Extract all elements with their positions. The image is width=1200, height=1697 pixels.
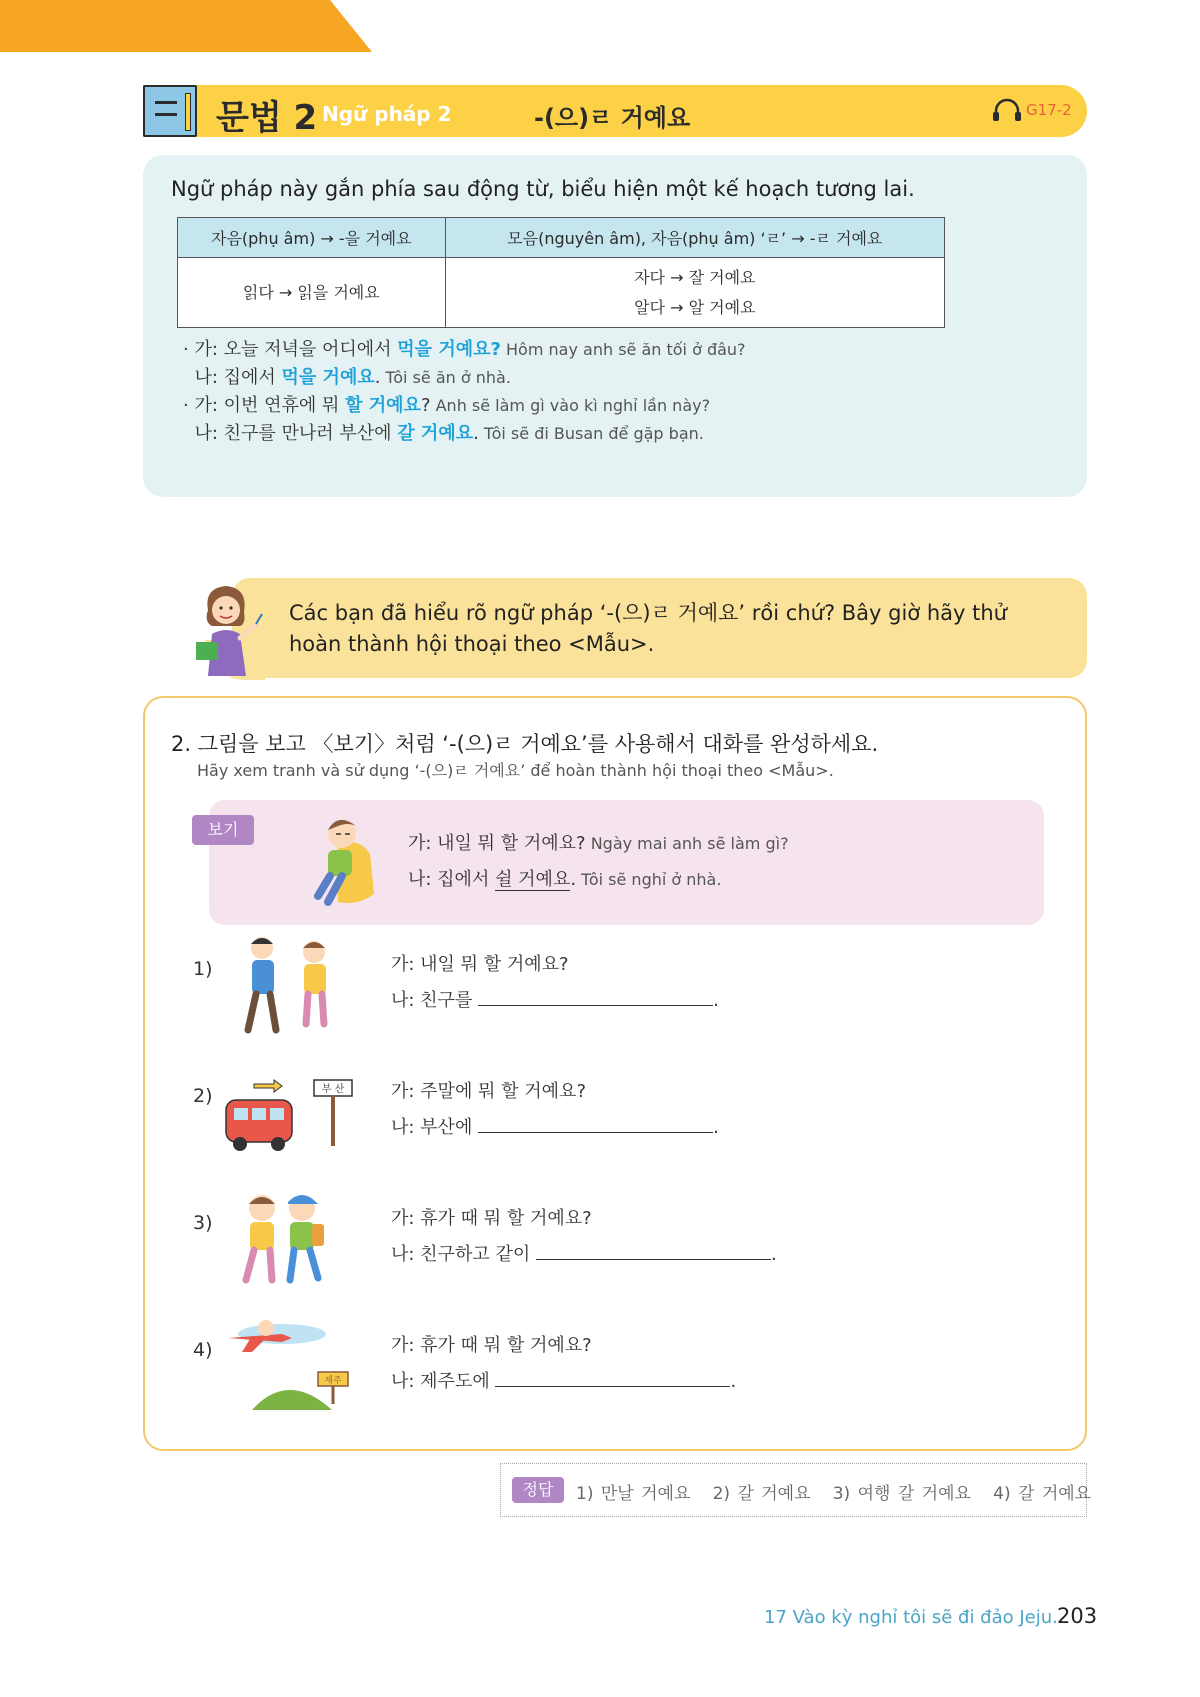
- teacher-illustration: [190, 580, 270, 680]
- answer-key-tag: 정답: [512, 1477, 564, 1503]
- table-cell-vowel: [445, 258, 944, 328]
- item-answer-line: 나: 친구하고 같이 .: [391, 1244, 777, 1265]
- item-number: 3): [193, 1212, 213, 1234]
- item-number: 1): [193, 958, 213, 980]
- example-sentence: 나: 집에서 먹을 거예요. Tôi sẽ ăn ở nhà.: [183, 367, 511, 388]
- item-question: 가: 휴가 때 뭐 할 거예요?: [391, 1208, 592, 1229]
- example-question: 가: 내일 뭐 할 거예요? Ngày mai anh sẽ làm gì?: [408, 833, 789, 854]
- item-question: 가: 휴가 때 뭐 할 거예요?: [391, 1335, 592, 1356]
- example-sentence: 나: 친구를 만나러 부산에 갈 거예요. Tôi sẽ đi Busan để gặp bạn.: [183, 423, 704, 444]
- item-number: 2): [193, 1085, 213, 1107]
- grammar-pattern: -(으)ㄹ 거예요: [534, 104, 691, 132]
- table-header-consonant: 자음(phụ âm) → -을 거예요: [178, 218, 446, 258]
- table-header-vowel: 모음(nguyên âm), 자음(phụ âm) ‘ㄹ’ → -ㄹ 거예요: [445, 218, 944, 258]
- exercise-title: 2. 그림을 보고 〈보기〉처럼 ‘-(으)ㄹ 거예요’를 사용해서 대화를 완성하세요.: [171, 732, 879, 756]
- example-answer: 나: 집에서 쉴 거예요. Tôi sẽ nghỉ ở nhà.: [408, 869, 722, 890]
- audio-track-code[interactable]: G17-2: [1026, 101, 1072, 119]
- book-icon: [143, 85, 197, 137]
- item-answer-line: 나: 친구를 .: [391, 990, 719, 1011]
- speech-bubble-text: Các bạn đã hiểu rõ ngữ pháp ‘-(으)ㄹ 거예요’ rồi chứ? Bây giờ hãy thử hoàn thành hội thoại theo <Mẫu>.: [289, 601, 1007, 656]
- friends-traveling-illustration: [232, 1186, 332, 1286]
- svg-text:제주: 제주: [324, 1376, 342, 1386]
- page-number: 203: [1057, 1604, 1098, 1628]
- answer-blank[interactable]: [478, 1115, 713, 1133]
- section-subtitle: Ngữ pháp 2: [322, 102, 452, 126]
- item-number: 4): [193, 1339, 213, 1361]
- answer-blank[interactable]: [478, 988, 713, 1006]
- example-sentence: · 가: 이번 연휴에 뭐 할 거예요? Anh sẽ làm gì vào kì nghỉ lần này?: [183, 395, 711, 416]
- item-answer-line: 나: 부산에 .: [391, 1117, 719, 1138]
- resting-man-illustration: [298, 806, 384, 910]
- svg-text:부 산: 부 산: [321, 1084, 345, 1095]
- exercise-subtitle: Hãy xem tranh và sử dụng ‘-(으)ㄹ 거예요’ để hoàn thành hội thoại theo <Mẫu>.: [197, 761, 834, 780]
- item-question: 가: 주말에 뭐 할 거예요?: [391, 1081, 586, 1102]
- banner-title-block: [0, 0, 372, 52]
- bus-to-busan-illustration: [222, 1076, 356, 1156]
- example-tag: 보기: [192, 815, 254, 845]
- example-sentence: · 가: 오늘 저녁을 어디에서 먹을 거예요? Hôm nay anh sẽ ăn tối ở đâu?: [183, 339, 746, 360]
- item-answer-line: 나: 제주도에 .: [391, 1371, 737, 1392]
- plane-to-jeju-illustration: [222, 1310, 358, 1416]
- table-cell-vowel-line: 자다 → 잘 거예요: [634, 267, 756, 287]
- chapter-title: 17 Vào kỳ nghỉ tôi sẽ đi đảo Jeju.: [764, 1607, 1058, 1628]
- answer-blank[interactable]: [495, 1369, 730, 1387]
- section-title: 문법 2: [216, 98, 318, 138]
- answer-key-text: 1) 만날 거예요 2) 갈 거예요 3) 여행 갈 거예요 4) 갈 거예요: [576, 1484, 1092, 1504]
- table-cell-vowel-line: 알다 → 알 거예요: [634, 297, 756, 317]
- headphone-icon[interactable]: [992, 98, 1022, 122]
- friends-meeting-illustration: [232, 930, 340, 1038]
- answer-blank[interactable]: [536, 1242, 771, 1260]
- grammar-explanation-text: Ngữ pháp này gắn phía sau động từ, biểu hiện một kế hoạch tương lai.: [171, 177, 915, 201]
- item-question: 가: 내일 뭐 할 거예요?: [391, 954, 569, 975]
- table-cell-consonant: 읽다 → 읽을 거예요: [178, 258, 446, 328]
- conjugation-table: [177, 217, 945, 328]
